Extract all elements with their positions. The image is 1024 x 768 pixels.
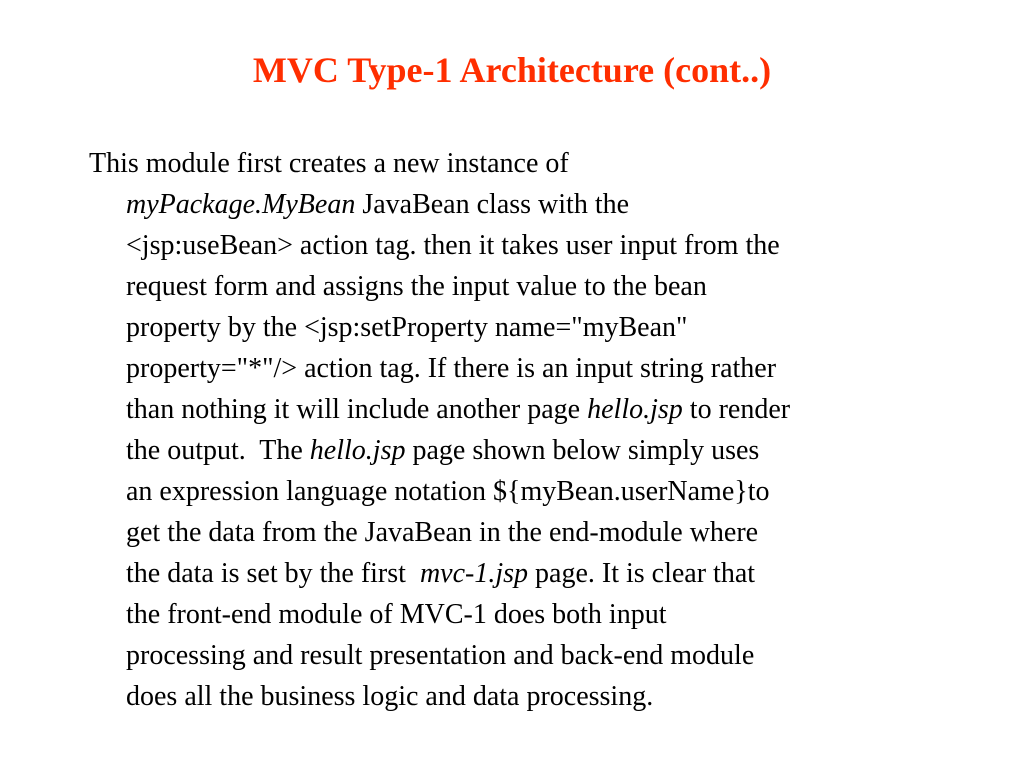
body-line [89, 430, 969, 471]
body-line [89, 635, 969, 676]
body-text: the front-end module of MVC-1 does both input [126, 599, 667, 630]
body-text: property="*"/> action tag. If there is an input string rather [126, 353, 777, 384]
body-line [89, 389, 969, 430]
body-text: <jsp:useBean> action tag. then it takes user input from the [126, 230, 780, 261]
body-line [89, 594, 969, 635]
slide-title: MVC Type-1 Architecture (cont..) [252, 50, 772, 90]
body-text: the data is set by the first [126, 558, 420, 589]
file-name-text: hello.jsp [309, 435, 406, 466]
body-text: get the data from the JavaBean in the end-module where [126, 517, 759, 548]
slide-body-paragraph [89, 143, 969, 717]
body-text: This module first creates a new instance of [89, 148, 569, 179]
body-text: request form and assigns the input value to the bean [126, 271, 707, 302]
body-text: property by the <jsp:setProperty name="myBean" [126, 312, 688, 343]
body-text: than nothing it will include another page [126, 394, 588, 425]
body-text: page. It is clear that [528, 558, 756, 589]
body-line [89, 471, 969, 512]
body-text: JavaBean class with the [355, 189, 630, 220]
body-line [89, 307, 969, 348]
body-line [89, 512, 969, 553]
body-line [89, 266, 969, 307]
body-text: processing and result presentation and back-end module [126, 640, 755, 671]
body-line [89, 676, 969, 717]
body-text: does all the business logic and data processing. [126, 681, 654, 712]
body-text: page shown below simply uses [405, 435, 760, 466]
file-name-text: mvc-1.jsp [419, 558, 529, 589]
body-line [89, 184, 969, 225]
file-name-text: hello.jsp [587, 394, 683, 425]
body-line [89, 553, 969, 594]
body-text: an expression language notation ${myBean.userName}to [126, 476, 770, 507]
body-line [89, 225, 969, 266]
class-name-text: myPackage.MyBean [126, 189, 356, 220]
body-line [89, 348, 969, 389]
body-text: to render [682, 394, 791, 425]
body-line [89, 143, 969, 184]
body-text: the output. The [126, 435, 310, 466]
